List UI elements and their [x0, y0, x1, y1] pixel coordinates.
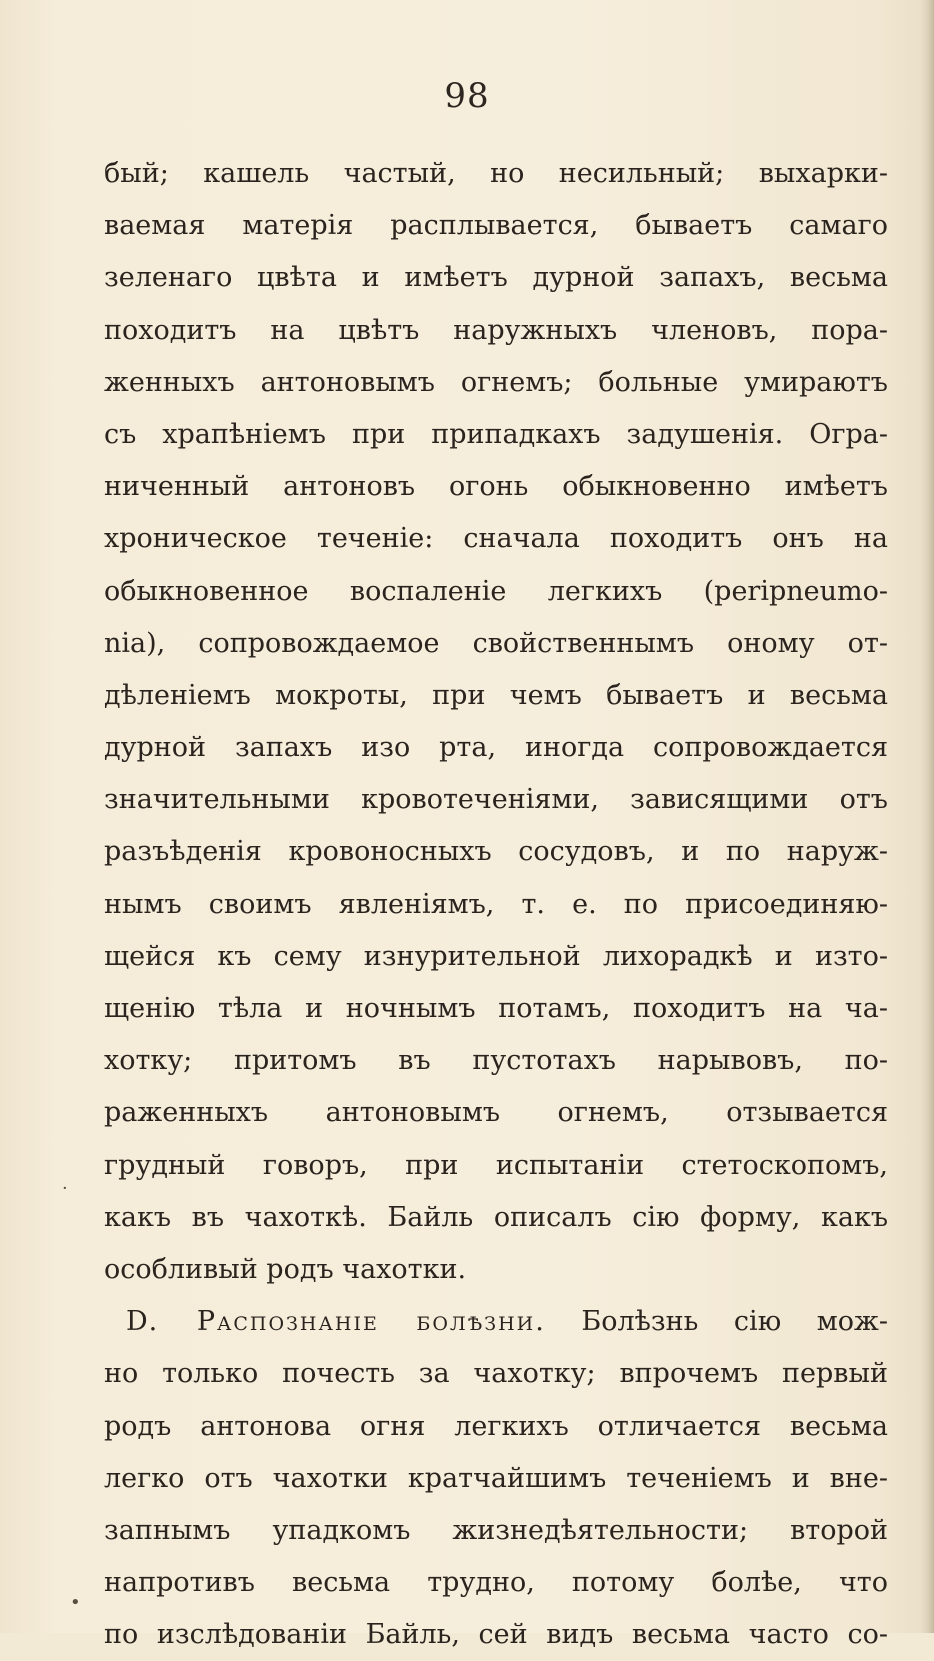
text-line: разъѣденія кровоносныхъ сосудовъ, и по наруж-: [104, 836, 888, 868]
stray-mark: ·: [62, 1178, 68, 1199]
text-line: ниченный антоновъ огонь обыкновенно имѣетъ: [104, 471, 888, 503]
text-line: дѣленіемъ мокроты, при чемъ бываетъ и весьма: [104, 679, 888, 711]
text-line: нымъ своимъ явленіямъ, т. е. по присоединяю-: [104, 888, 888, 920]
stray-mark: •: [70, 1592, 81, 1613]
text-line: запнымъ упадкомъ жизнедѣятельности; второй: [104, 1514, 888, 1546]
text-line: щейся къ сему изнурительной лихорадкѣ и изто-: [104, 940, 888, 972]
text-line: по изслѣдованіи Байль, сей видъ весьма часто со-: [104, 1619, 888, 1651]
text-line: походитъ на цвѣтъ наружныхъ членовъ, пора-: [104, 314, 888, 346]
text-line: nia), сопровождаемое свойственнымъ оному от-: [104, 627, 888, 659]
text-line: зеленаго цвѣта и имѣетъ дурной запахъ, весьма: [104, 262, 888, 294]
text-line: щенію тѣла и ночнымъ потамъ, походитъ на ча-: [104, 993, 888, 1024]
section-heading: D. Распознаніе болѣзни.: [126, 1306, 546, 1338]
text-line: какъ въ чахоткѣ. Байль описалъ сію форму, какъ: [104, 1201, 888, 1233]
text-line: грудный говоръ, при испытаніи стетоскопомъ,: [104, 1149, 888, 1181]
section-first-line: [104, 1296, 888, 1348]
page-edge-shadow: [920, 0, 934, 1633]
text-line: женныхъ антоновымъ огнемъ; больные умираютъ: [104, 366, 888, 398]
text-line: хроническое теченіе: сначала походитъ онъ на: [104, 523, 888, 555]
text-line: напротивъ весьма трудно, потому болѣе, что: [104, 1567, 888, 1599]
text-line: ваемая матерія расплывается, бываетъ самаго: [104, 210, 888, 242]
text-line: хотку; притомъ въ пустотахъ нарывовъ, по-: [104, 1045, 888, 1077]
body-text: [104, 148, 888, 1661]
text-line: бый; кашель частый, но несильный; выхарки-: [104, 158, 888, 189]
text-line: съ храпѣніемъ при припадкахъ задушенія. Огра-: [104, 418, 888, 450]
text-line: значительными кровотеченіями, зависящими отъ: [104, 784, 888, 816]
text-line: обыкновенное воспаленіе легкихъ (peripneumo-: [104, 575, 888, 607]
page-number: 98: [444, 76, 490, 116]
text-line: дурной запахъ изо рта, иногда сопровождается: [104, 732, 888, 764]
text-line: раженныхъ антоновымъ огнемъ, отзывается: [104, 1097, 888, 1129]
text-line: но только почесть за чахотку; впрочемъ первый: [104, 1358, 888, 1390]
text-line: легко отъ чахотки кратчайшимъ теченіемъ и вне-: [104, 1462, 888, 1494]
section-first-line-rest: Болѣзнь сію мож-: [581, 1306, 888, 1338]
text-line: особливый родъ чахотки.: [104, 1253, 467, 1285]
text-line: родъ антонова огня легкихъ отличается весьма: [104, 1410, 888, 1442]
